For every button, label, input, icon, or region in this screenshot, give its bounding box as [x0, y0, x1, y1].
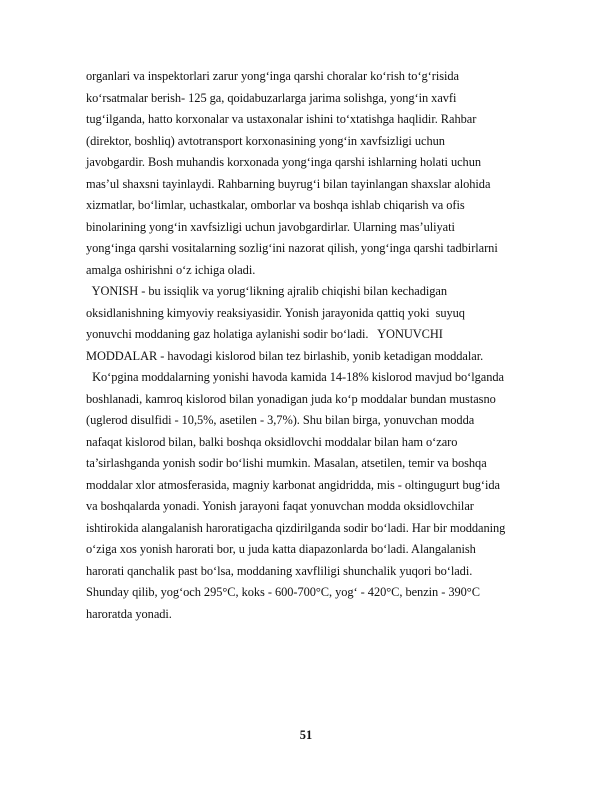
text-line: boshlanadi, kamroq kislorod bilan yonadigan juda koʻp moddalar bundan mustasno [86, 391, 496, 406]
text-line: yongʻinga qarshi vositalarning sozligʻini nazorat qilish, yongʻinga qarshi tadbirlarni [86, 241, 498, 255]
body-text [86, 66, 576, 625]
text-line: haroratda yonadi. [86, 606, 172, 621]
text-line: ta’sirlashganda yonish sodir boʻlishi mumkin. Masalan, atsetilen, temir va boshqa [86, 456, 487, 470]
text-line: (direktor, boshliq) avtotransport korxonasining yongʻin xavfsizligi uchun [86, 133, 445, 148]
text-line: MODDALAR - havodagi kislorod bilan tez birlashib, yonib ketadigan moddalar. [86, 348, 484, 363]
text-line: Shunday qilib, yogʻoch 295°C, koks - 600-700°C, yogʻ - 420°C, benzin - 390°C [86, 585, 480, 599]
text-line: moddalar xlor atmosferasida, magniy karbonat angidridda, mis - oltingugurt bugʻida [86, 477, 500, 492]
text-line: ishtirokida alangalanish haroratigacha qizdirilganda sodir boʻladi. Har bir moddaning [86, 520, 506, 535]
text-line: organlari va inspektorlari zarur yongʻinga qarshi choralar koʻrish toʻgʻrisida [86, 69, 459, 83]
text-line: binolarining yongʻin xavfsizligi uchun javobgardirlar. Ularning mas’uliyati [86, 219, 455, 234]
text-line: nafaqat kislorod bilan, balki boshqa oksidlovchi moddalar bilan ham oʻzaro [86, 434, 458, 449]
text-line: YONISH - bu issiqlik va yorugʻlikning ajralib chiqishi bilan kechadigan [86, 284, 448, 298]
text-line: oksidlanishning kimyoviy reaksiyasidir. Yonish jarayonida qattiq yoki suyuq [86, 305, 465, 320]
text-line: va boshqalarda yonadi. Yonish jarayoni faqat yonuvchan modda oksidlovchilar [86, 499, 474, 513]
text-line: (uglerod disulfidi - 10,5%, asetilen - 3,7%). Shu bilan birga, yonuvchan modda [86, 413, 475, 427]
text-line: oʻziga xos yonish harorati bor, u juda katta diapazonlarda boʻladi. Alangalanish [86, 542, 476, 556]
text-line: Koʻpgina moddalarning yonishi havoda kamida 14-18% kislorod mavjud boʻlganda [86, 370, 504, 384]
text-line: yonuvchi moddaning gaz holatiga aylanishi sodir boʻladi. YONUVCHI [86, 327, 443, 341]
page-number: 51 [299, 728, 313, 742]
text-line: tugʻilganda, hatto korxonalar va ustaxonalar ishini toʻxtatishga haqlidir. Rahbar [86, 112, 477, 126]
text-line: harorati qanchalik past boʻlsa, moddaning xavfliligi shunchalik yuqori boʻladi. [86, 563, 473, 578]
text-line: xizmatlar, boʻlimlar, uchastkalar, omborlar va boshqa ishlab chiqarish va ofis [86, 198, 465, 212]
text-line: amalga oshirishni oʻz ichiga oladi. [86, 262, 256, 277]
text-line: javobgardir. Bosh muhandis korxonada yongʻinga qarshi ishlarning holati uchun [86, 155, 481, 169]
text-line: mas’ul shaxsni tayinlaydi. Rahbarning buyrugʻi bilan tayinlangan shaxslar alohida [86, 176, 491, 191]
text-line: koʻrsatmalar berish- 125 ga, qoidabuzarlarga jarima solishga, yongʻin xavfi [86, 90, 457, 105]
